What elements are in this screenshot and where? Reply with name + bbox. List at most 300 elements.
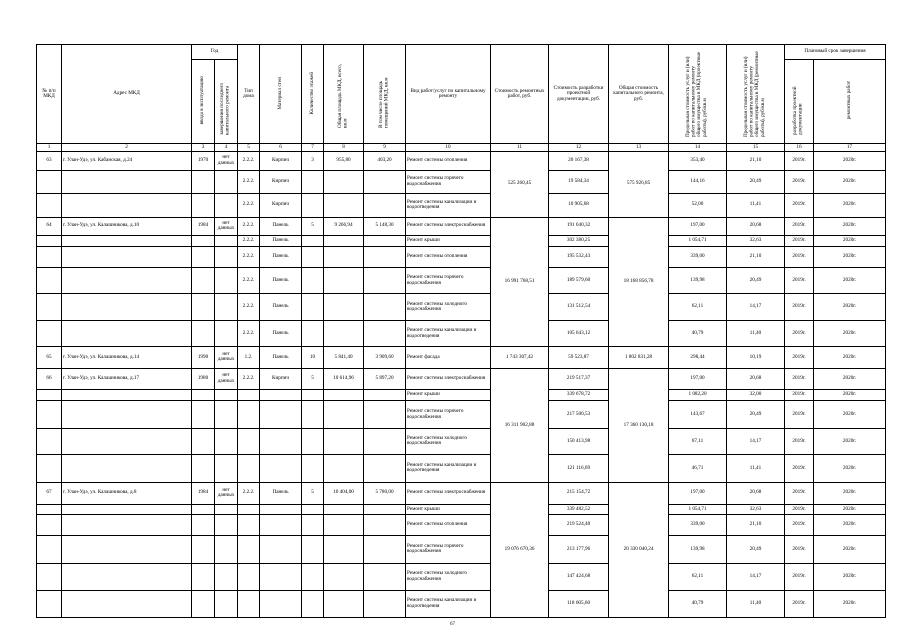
row-residential-area	[364, 294, 406, 321]
row-design-cost: 195 532,43	[549, 246, 609, 268]
row-limit-design: 67,11	[669, 429, 727, 455]
row-house-type: 2.2.2.	[238, 482, 260, 504]
row-year-commission	[192, 390, 215, 401]
row-deadline-design: 2019г.	[785, 504, 814, 515]
row-residential-area	[364, 515, 406, 536]
table-row	[37, 368, 886, 390]
row-floors	[302, 193, 324, 217]
row-work-type: Ремонт системы электроснабжения	[406, 368, 491, 390]
row-year-last-repair	[215, 535, 238, 563]
header-limit-cost-design: Предельная стоимость услуг и (или) работ по капитальному ремонту общего имущества в МКД (проектные работы), руб/кв.м	[685, 51, 709, 137]
row-number: 64	[37, 217, 62, 235]
row-limit-repair: 11,40	[727, 590, 785, 617]
row-repair-cost: 19 076 670,36	[491, 482, 549, 617]
row-residential-area	[364, 390, 406, 401]
row-number: 66	[37, 368, 62, 390]
column-number: 4	[215, 144, 238, 152]
row-year-commission: 1990	[192, 347, 215, 369]
row-total-area: 10 404,00	[324, 482, 364, 504]
row-deadline-design: 2019г.	[785, 401, 814, 429]
row-design-cost: 302 380,25	[549, 235, 609, 246]
column-number: 2	[62, 144, 192, 152]
row-number	[37, 515, 62, 536]
row-number	[37, 321, 62, 347]
row-wall-material: Панель	[260, 294, 302, 321]
row-house-type	[238, 590, 260, 617]
row-total-area	[324, 401, 364, 429]
row-deadline-design: 2019г.	[785, 347, 814, 369]
header-deadline-repair: ремонтных работ	[845, 81, 852, 120]
row-deadline-design: 2019г.	[785, 535, 814, 563]
row-year-commission	[192, 171, 215, 194]
row-year-last-repair	[215, 429, 238, 455]
row-design-cost: 147 424,68	[549, 563, 609, 590]
row-number	[37, 535, 62, 563]
row-year-last-repair: нет данных	[215, 217, 238, 235]
row-residential-area: 5 780,00	[364, 482, 406, 504]
row-deadline-repair: 2020г.	[814, 454, 886, 482]
row-work-type: Ремонт системы холодного водоснабжения	[406, 563, 491, 590]
row-address	[62, 193, 192, 217]
row-number	[37, 246, 62, 268]
row-deadline-design: 2019г.	[785, 151, 814, 170]
row-floors: 5	[302, 482, 324, 504]
row-total-cost: 17 360 130,18	[609, 368, 669, 482]
row-year-commission	[192, 193, 215, 217]
header-repair-cost: Стоимость ремонтных работ, руб.	[491, 45, 549, 144]
row-repair-cost: 1 743 307,42	[491, 347, 549, 369]
row-year-commission	[192, 515, 215, 536]
row-year-last-repair	[215, 193, 238, 217]
row-residential-area	[364, 321, 406, 347]
row-deadline-repair: 2020г.	[814, 535, 886, 563]
row-work-type: Ремонт системы горячего водоснабжения	[406, 401, 491, 429]
row-wall-material	[260, 590, 302, 617]
row-design-cost: 20 167,38	[549, 151, 609, 170]
row-deadline-repair: 2020г.	[814, 217, 886, 235]
row-design-cost: 59 523,87	[549, 347, 609, 369]
row-design-cost: 219 517,37	[549, 368, 609, 390]
table-row	[37, 429, 886, 455]
row-year-last-repair	[215, 390, 238, 401]
row-deadline-repair: 2020г.	[814, 368, 886, 390]
row-year-last-repair: нет данных	[215, 151, 238, 170]
row-repair-cost: 16 991 768,51	[491, 217, 549, 346]
row-design-cost: 215 154,72	[549, 482, 609, 504]
column-number: 15	[727, 144, 785, 152]
row-total-area	[324, 590, 364, 617]
row-address: г. Улан-Удэ, ул. Калашникова, д.10	[62, 217, 192, 235]
row-deadline-design: 2019г.	[785, 171, 814, 194]
row-residential-area	[364, 590, 406, 617]
header-house-type: Тип дома	[238, 45, 260, 144]
row-number	[37, 268, 62, 294]
row-limit-design: 144,16	[669, 171, 727, 194]
row-year-last-repair	[215, 268, 238, 294]
row-year-commission	[192, 294, 215, 321]
row-address	[62, 515, 192, 536]
row-wall-material	[260, 515, 302, 536]
table-row	[37, 294, 886, 321]
row-house-type: 2.2.2.	[238, 268, 260, 294]
column-number: 12	[549, 144, 609, 152]
row-work-type: Ремонт системы канализации и водоотведения	[406, 590, 491, 617]
header-design-cost: Стоимость разработки проектной документации, руб.	[549, 45, 609, 144]
row-address: г. Улан-Удэ, ул. Калашникова, д.14	[62, 347, 192, 369]
row-wall-material: Кирпич	[260, 368, 302, 390]
row-floors	[302, 454, 324, 482]
row-deadline-design: 2019г.	[785, 246, 814, 268]
row-residential-area	[364, 429, 406, 455]
row-limit-repair: 11,41	[727, 193, 785, 217]
row-limit-repair: 20,49	[727, 401, 785, 429]
row-address	[62, 429, 192, 455]
table-row	[37, 401, 886, 429]
row-year-commission	[192, 268, 215, 294]
row-limit-repair: 21,10	[727, 515, 785, 536]
row-design-cost: 19 584,34	[549, 171, 609, 194]
row-work-type: Ремонт системы электроснабжения	[406, 482, 491, 504]
row-floors	[302, 429, 324, 455]
row-deadline-repair: 2020г.	[814, 294, 886, 321]
column-number: 6	[260, 144, 302, 152]
row-year-commission	[192, 504, 215, 515]
row-total-area: 5 841,40	[324, 347, 364, 369]
row-limit-design: 353,40	[669, 151, 727, 170]
header-num: № п/п МКД	[37, 45, 62, 144]
row-residential-area: 403,20	[364, 151, 406, 170]
table-row	[37, 563, 886, 590]
row-floors	[302, 246, 324, 268]
row-address: г. Улан-Удэ, ул. Калашникова, д.8	[62, 482, 192, 504]
row-floors	[302, 563, 324, 590]
row-address	[62, 268, 192, 294]
row-floors: 10	[302, 347, 324, 369]
row-floors: 5	[302, 217, 324, 235]
row-house-type: 2.2.2.	[238, 217, 260, 235]
table-row	[37, 347, 886, 369]
row-year-last-repair	[215, 321, 238, 347]
row-limit-repair: 21,10	[727, 246, 785, 268]
row-wall-material: Панель	[260, 482, 302, 504]
row-limit-repair: 11,40	[727, 321, 785, 347]
row-limit-repair: 20,68	[727, 217, 785, 235]
row-residential-area	[364, 193, 406, 217]
row-deadline-design: 2019г.	[785, 235, 814, 246]
row-house-type: 2.2.2.	[238, 294, 260, 321]
row-floors	[302, 535, 324, 563]
row-wall-material: Панель	[260, 268, 302, 294]
row-design-cost: 105 643,12	[549, 321, 609, 347]
column-numbers-row	[37, 144, 886, 152]
repair-plan-table	[36, 44, 886, 618]
row-limit-design: 1 082,20	[669, 390, 727, 401]
row-repair-cost: 16 311 902,88	[491, 368, 549, 482]
row-total-area	[324, 294, 364, 321]
table-row	[37, 535, 886, 563]
row-floors	[302, 504, 324, 515]
row-year-commission: 1984	[192, 482, 215, 504]
row-wall-material: Панель	[260, 246, 302, 268]
row-floors	[302, 235, 324, 246]
row-house-type: 2.2.2.	[238, 151, 260, 170]
table-row	[37, 151, 886, 170]
row-floors	[302, 401, 324, 429]
row-total-area	[324, 246, 364, 268]
row-residential-area	[364, 504, 406, 515]
row-residential-area	[364, 246, 406, 268]
row-floors	[302, 390, 324, 401]
row-design-cost: 131 512,54	[549, 294, 609, 321]
row-number: 63	[37, 151, 62, 170]
row-total-area	[324, 171, 364, 194]
column-number: 16	[785, 144, 814, 152]
row-total-area	[324, 235, 364, 246]
table-row	[37, 217, 886, 235]
row-number	[37, 429, 62, 455]
column-number: 7	[302, 144, 324, 152]
column-number: 8	[324, 144, 364, 152]
table-row	[37, 268, 886, 294]
row-limit-design: 197,00	[669, 368, 727, 390]
row-residential-area: 5 148,30	[364, 217, 406, 235]
row-number	[37, 294, 62, 321]
row-year-last-repair	[215, 294, 238, 321]
row-wall-material	[260, 401, 302, 429]
row-limit-repair: 14,17	[727, 429, 785, 455]
row-house-type: 2.2.2.	[238, 321, 260, 347]
row-wall-material: Панель	[260, 217, 302, 235]
row-work-type: Ремонт фасада	[406, 347, 491, 369]
header-deadline-design: разработка проектной документации	[792, 86, 805, 136]
row-deadline-design: 2019г.	[785, 268, 814, 294]
row-year-commission: 1970	[192, 151, 215, 170]
row-address	[62, 294, 192, 321]
header-total-cost: Общая стоимость капитального ремонта, руб.	[609, 45, 669, 144]
row-total-area	[324, 454, 364, 482]
row-limit-repair: 20,49	[727, 171, 785, 194]
row-deadline-repair: 2020г.	[814, 429, 886, 455]
row-design-cost: 191 640,32	[549, 217, 609, 235]
row-work-type: Ремонт системы отопления	[406, 151, 491, 170]
row-deadline-repair: 2020г.	[814, 401, 886, 429]
row-deadline-repair: 2020г.	[814, 515, 886, 536]
row-deadline-design: 2019г.	[785, 515, 814, 536]
row-total-area	[324, 535, 364, 563]
row-address	[62, 321, 192, 347]
row-year-last-repair	[215, 590, 238, 617]
table-row	[37, 235, 886, 246]
row-wall-material	[260, 535, 302, 563]
row-address	[62, 590, 192, 617]
row-floors	[302, 590, 324, 617]
row-total-cost: 18 168 856,78	[609, 217, 669, 346]
row-design-cost: 10 905,68	[549, 193, 609, 217]
row-limit-design: 40,79	[669, 321, 727, 347]
row-limit-repair: 14,17	[727, 294, 785, 321]
row-total-area	[324, 390, 364, 401]
row-wall-material	[260, 504, 302, 515]
row-deadline-design: 2019г.	[785, 482, 814, 504]
page-number: 67	[450, 622, 455, 627]
row-number	[37, 193, 62, 217]
row-year-last-repair	[215, 563, 238, 590]
row-residential-area	[364, 268, 406, 294]
row-total-cost: 20 330 040,24	[609, 482, 669, 617]
row-number	[37, 171, 62, 194]
row-work-type: Ремонт системы канализации и водоотведения	[406, 454, 491, 482]
row-year-last-repair	[215, 171, 238, 194]
header-limit-cost-repair: Предельная стоимость услуг и (или) работ по капитальному ремонту общего имущества в МКД (ремонтные работы), руб/кв.м	[743, 51, 767, 137]
row-floors	[302, 321, 324, 347]
row-limit-repair: 10,19	[727, 347, 785, 369]
row-house-type	[238, 515, 260, 536]
row-year-last-repair: нет данных	[215, 347, 238, 369]
row-total-area	[324, 515, 364, 536]
row-year-commission	[192, 321, 215, 347]
row-number	[37, 401, 62, 429]
column-number: 13	[609, 144, 669, 152]
header-address: Адрес МКД	[62, 45, 192, 144]
row-limit-repair: 20,49	[727, 268, 785, 294]
row-work-type: Ремонт крыши	[406, 235, 491, 246]
row-limit-design: 1 054,71	[669, 235, 727, 246]
row-year-last-repair: нет данных	[215, 482, 238, 504]
row-house-type: 2.2.2.	[238, 235, 260, 246]
column-number: 11	[491, 144, 549, 152]
row-work-type: Ремонт системы канализации и водоотведения	[406, 321, 491, 347]
row-total-area	[324, 563, 364, 590]
row-limit-repair: 32,63	[727, 504, 785, 515]
row-deadline-repair: 2020г.	[814, 235, 886, 246]
row-floors	[302, 171, 324, 194]
row-design-cost: 121 116,69	[549, 454, 609, 482]
row-limit-design: 197,00	[669, 482, 727, 504]
table-row	[37, 454, 886, 482]
row-house-type	[238, 535, 260, 563]
row-year-last-repair	[215, 504, 238, 515]
row-number	[37, 563, 62, 590]
row-wall-material	[260, 563, 302, 590]
row-house-type: 2.2.2.	[238, 171, 260, 194]
row-house-type: 1.2.	[238, 347, 260, 369]
row-deadline-repair: 2020г.	[814, 171, 886, 194]
row-house-type: 2.2.2.	[238, 193, 260, 217]
row-design-cost: 339 678,72	[549, 390, 609, 401]
row-floors	[302, 268, 324, 294]
row-design-cost: 213 177,96	[549, 535, 609, 563]
row-total-area	[324, 268, 364, 294]
header-work-type: Вид работ/услуг по капитальному ремонту	[406, 45, 491, 144]
row-total-area: 955,80	[324, 151, 364, 170]
column-number: 1	[37, 144, 62, 152]
row-limit-design: 139,98	[669, 268, 727, 294]
row-design-cost: 118 605,60	[549, 590, 609, 617]
column-number: 14	[669, 144, 727, 152]
row-repair-cost: 525 260,45	[491, 151, 549, 217]
column-number: 9	[364, 144, 406, 152]
row-total-area	[324, 193, 364, 217]
row-address	[62, 246, 192, 268]
row-year-commission	[192, 246, 215, 268]
row-deadline-design: 2019г.	[785, 429, 814, 455]
row-deadline-design: 2019г.	[785, 217, 814, 235]
header-total-area: Общая площадь МКД, всего, кв.м	[336, 63, 349, 128]
row-residential-area	[364, 235, 406, 246]
column-number: 5	[238, 144, 260, 152]
column-number: 17	[814, 144, 886, 152]
row-wall-material: Панель	[260, 321, 302, 347]
row-number: 67	[37, 482, 62, 504]
header-year-last-repair: завершения последнего капитального ремонта	[219, 83, 231, 136]
row-deadline-repair: 2020г.	[814, 321, 886, 347]
row-residential-area	[364, 535, 406, 563]
row-year-commission: 1984	[192, 217, 215, 235]
row-limit-design: 1 054,71	[669, 504, 727, 515]
row-limit-design: 197,00	[669, 217, 727, 235]
row-year-commission	[192, 235, 215, 246]
row-deadline-repair: 2020г.	[814, 482, 886, 504]
row-year-commission	[192, 401, 215, 429]
row-work-type: Ремонт крыши	[406, 390, 491, 401]
row-house-type	[238, 504, 260, 515]
row-year-last-repair	[215, 401, 238, 429]
row-residential-area	[364, 563, 406, 590]
row-total-cost: 1 802 831,28	[609, 347, 669, 369]
table-row	[37, 321, 886, 347]
row-deadline-repair: 2020г.	[814, 193, 886, 217]
row-wall-material: Кирпич	[260, 193, 302, 217]
row-residential-area: 5 897,20	[364, 368, 406, 390]
row-design-cost: 217 500,53	[549, 401, 609, 429]
row-limit-repair: 21,10	[727, 151, 785, 170]
row-work-type: Ремонт крыши	[406, 504, 491, 515]
row-wall-material	[260, 454, 302, 482]
row-year-commission	[192, 590, 215, 617]
header-residential-area: В том числе площадь помещений МКД, кв.м	[377, 77, 390, 128]
row-address	[62, 235, 192, 246]
row-number	[37, 235, 62, 246]
row-deadline-design: 2019г.	[785, 321, 814, 347]
row-wall-material: Панель	[260, 235, 302, 246]
row-number	[37, 390, 62, 401]
row-limit-repair: 20,68	[727, 482, 785, 504]
row-limit-repair: 14,17	[727, 563, 785, 590]
column-number: 10	[406, 144, 491, 152]
row-address	[62, 401, 192, 429]
row-year-last-repair	[215, 235, 238, 246]
row-year-last-repair: нет данных	[215, 368, 238, 390]
row-deadline-repair: 2020г.	[814, 246, 886, 268]
row-work-type: Ремонт системы канализации и водоотведения	[406, 193, 491, 217]
row-wall-material	[260, 429, 302, 455]
table-row	[37, 390, 886, 401]
row-deadline-repair: 2020г.	[814, 268, 886, 294]
row-address: г. Улан-Удэ, ул. Калашникова, д.17	[62, 368, 192, 390]
row-address	[62, 454, 192, 482]
row-address	[62, 535, 192, 563]
row-total-area	[324, 429, 364, 455]
row-house-type: 2.2.2.	[238, 368, 260, 390]
row-total-area	[324, 321, 364, 347]
row-wall-material: Кирпич	[260, 151, 302, 170]
row-address	[62, 504, 192, 515]
table-row	[37, 504, 886, 515]
row-work-type: Ремонт системы горячего водоснабжения	[406, 535, 491, 563]
row-deadline-design: 2019г.	[785, 454, 814, 482]
row-limit-design: 52,00	[669, 193, 727, 217]
row-wall-material	[260, 390, 302, 401]
